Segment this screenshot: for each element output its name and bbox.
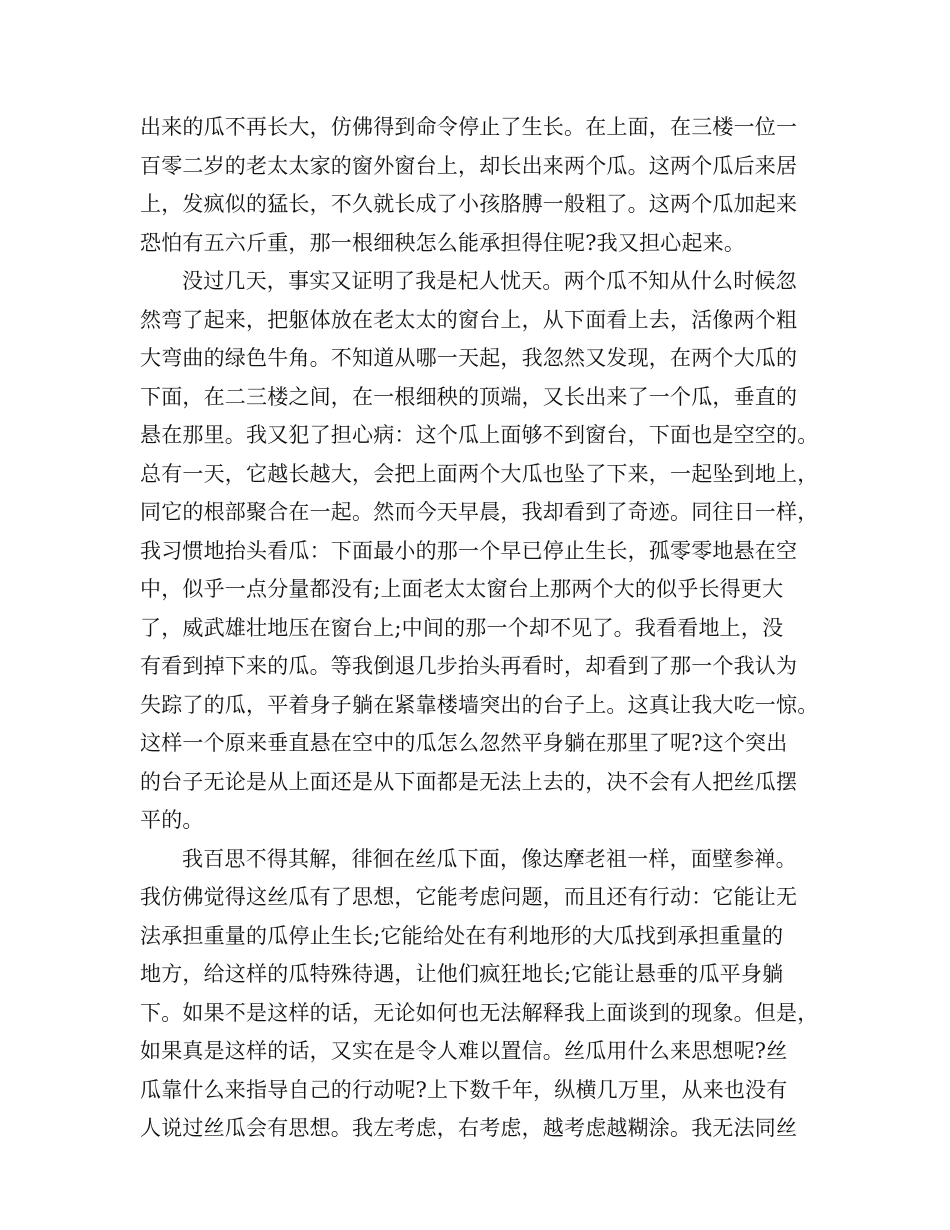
paragraph-3 — [140, 840, 820, 1148]
text-line: 中，似乎一点分量都没有;上面老太太窗台上那两个大的似乎长得更大 — [140, 577, 784, 601]
text-line: 瓜靠什么来指导自己的行动呢?上下数千年，纵横几万里，从来也没有 — [140, 1077, 788, 1102]
text-line: 平的。 — [140, 808, 204, 832]
text-line: 然弯了起来，把躯体放在老太太的窗台上，从下面看上去，活像两个粗 — [140, 307, 798, 332]
text-line: 有看到掉下来的瓜。等我倒退几步抬头再看时，却看到了那一个我认为 — [140, 654, 798, 678]
text-line: 的台子无论是从上面还是从下面都是无法上去的，决不会有人把丝瓜摆 — [140, 769, 798, 794]
text-line: 恐怕有五六斤重，那一根细秧怎么能承担得住呢?我又担心起来。 — [140, 230, 746, 255]
text-line: 我仿佛觉得这丝瓜有了思想，它能考虑问题，而且还有行动：它能让无 — [140, 885, 798, 909]
text-line: 出来的瓜不再长大，仿佛得到命令停止了生长。在上面，在三楼一位一 — [140, 115, 798, 139]
text-line: 总有一天，它越长越大，会把上面两个大瓜也坠了下来，一起坠到地上， — [140, 461, 819, 486]
text-line: 大弯曲的绿色牛角。不知道从哪一天起，我忽然又发现，在两个大瓜的 — [140, 346, 798, 370]
text-line: 法承担重量的瓜停止生长;它能给处在有利地形的大瓜找到承担重量的 — [140, 923, 784, 948]
text-line: 人说过丝瓜会有思想。我左考虑，右考虑，越考虑越糊涂。我无法同丝 — [140, 1116, 798, 1140]
text-line: 地方，给这样的瓜特殊待遇，让他们疯狂地长;它能让悬垂的瓜平身躺 — [140, 962, 784, 986]
text-line: 失踪了的瓜，平着身子躺在紧靠楼墙突出的台子上。这真让我大吃一惊。 — [140, 692, 819, 717]
text-line: 了，威武雄壮地压在窗台上;中间的那一个却不见了。我看看地上，没 — [140, 615, 784, 640]
text-line: 上，发疯似的猛长，不久就长成了小孩胳膊一般粗了。这两个瓜加起来 — [140, 192, 798, 216]
text-line: 我百思不得其解，徘徊在丝瓜下面，像达摩老祖一样，面壁参禅。 — [182, 846, 797, 871]
text-line: 下。如果不是这样的话，无论如何也无法解释我上面谈到的现象。但是， — [140, 1000, 819, 1025]
paragraph-1 — [140, 108, 820, 262]
text-line: 同它的根部聚合在一起。然而今天早晨，我却看到了奇迹。同往日一样， — [140, 500, 819, 524]
text-line: 百零二岁的老太太家的窗外窗台上，却长出来两个瓜。这两个瓜后来居 — [140, 153, 798, 178]
text-line: 如果真是这样的话，又实在是令人难以置信。丝瓜用什么来思想呢?丝 — [140, 1039, 788, 1063]
text-line: 这样一个原来垂直悬在空中的瓜怎么忽然平身躺在那里了呢?这个突出 — [140, 731, 788, 755]
text-line: 没过几天，事实又证明了我是杞人忧天。两个瓜不知从什么时候忽 — [182, 269, 797, 293]
paragraph-2 — [140, 262, 820, 840]
text-line: 悬在那里。我又犯了担心病：这个瓜上面够不到窗台，下面也是空空的。 — [140, 423, 819, 447]
text-line: 下面，在二三楼之间，在一根细秧的顶端，又长出来了一个瓜，垂直的 — [140, 384, 798, 409]
body-text — [140, 108, 820, 1148]
text-line: 我习惯地抬头看瓜：下面最小的那一个早已停止生长，孤零零地悬在空 — [140, 538, 798, 563]
